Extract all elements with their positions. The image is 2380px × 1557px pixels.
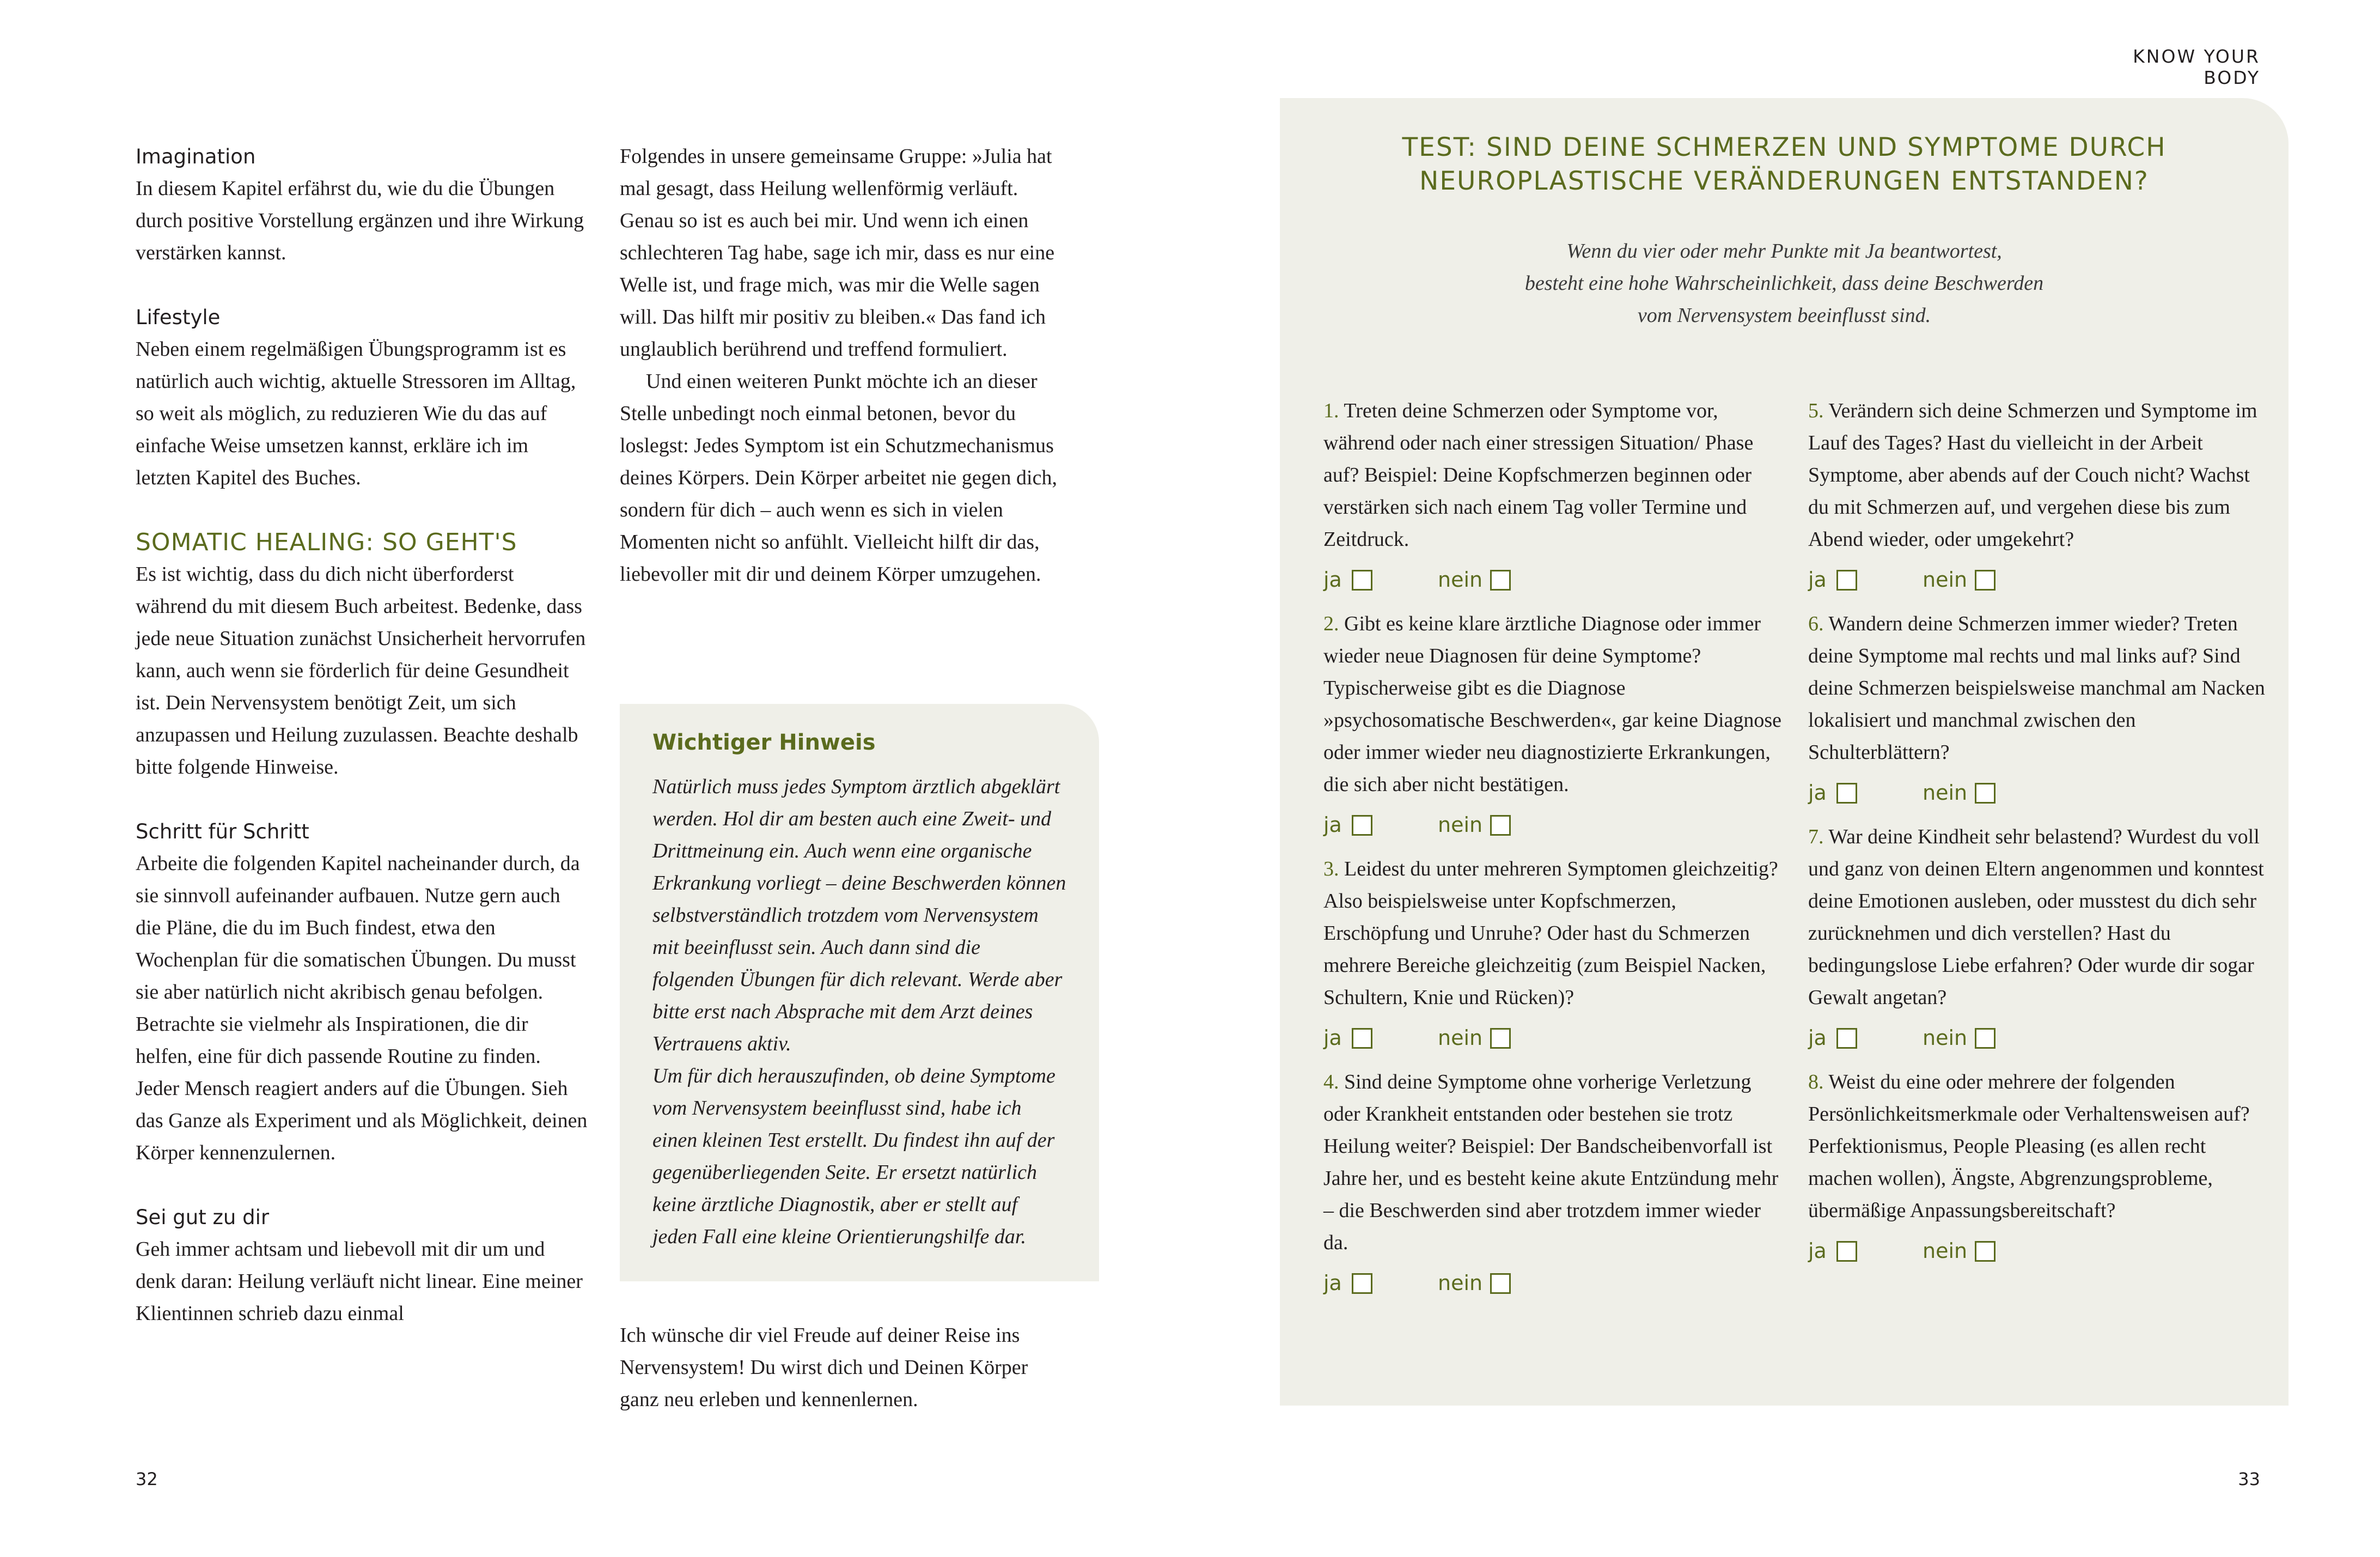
yes-label: ja	[1323, 568, 1342, 592]
question-column-1	[1323, 395, 1786, 1311]
no-checkbox[interactable]	[1975, 783, 1995, 804]
test-question	[1808, 395, 2271, 596]
paragraph: Neben einem regelmäßigen Übungsprogramm ist es natürlich auch wichtig, aktuelle Stressoren im Alltag, so weit als möglich, zu reduzieren Wie du das auf einfache Weise umsetzen kannst, erkläre ich im letzten Kapitel des Buches.	[136, 338, 576, 489]
paragraph: Es ist wichtig, dass du dich nicht überforderst während du mit diesem Buch arbeitest. Bedenke, dass jede neue Situation zunächst Unsicherheit hervorrufen kann, auch wenn sie förderlich für deine Gesundheit ist. Dein Nervensystem benötigt Zeit, um sich anzupassen und Heilung zuzulassen. Beachte deshalb bitte folgende Hinweise.	[136, 563, 586, 778]
question-text	[1808, 821, 2271, 1014]
page-number-left: 32	[136, 1469, 158, 1489]
spacer	[136, 494, 588, 526]
no-label: nein	[1438, 1026, 1483, 1050]
yes-checkbox[interactable]	[1352, 1028, 1372, 1049]
question-number: 8.	[1808, 1071, 1824, 1093]
no-label: nein	[1923, 568, 1968, 592]
left-column-1	[136, 141, 588, 1330]
subheading: Schritt für Schritt	[136, 820, 309, 843]
test-intro-line-2: besteht eine hohe Wahrscheinlichkeit, dass deine Beschwerden	[1524, 272, 2044, 295]
question-body: Sind deine Symptome ohne vorherige Verletzung oder Krankheit entstanden oder bestehen sie trotz Heilung weiter? Beispiel: Der Bandscheibenvorfall ist Jahre her, und es besteht keine akute Entzündung mehr – die Beschwerden sind aber trotzdem immer wieder da.	[1323, 1071, 1779, 1254]
yes-checkbox[interactable]	[1836, 1241, 1857, 1262]
question-number: 2.	[1323, 612, 1339, 635]
no-label: nein	[1438, 568, 1483, 592]
question-text	[1323, 608, 1786, 801]
test-title-line-2: NEUROPLASTISCHE VERÄNDERUNGEN ENTSTANDEN?	[1419, 166, 2149, 196]
note-title: Wichtiger Hinweis	[652, 730, 876, 755]
yes-checkbox[interactable]	[1352, 1273, 1372, 1294]
question-body: War deine Kindheit sehr belastend? Wurdest du voll und ganz von deinen Eltern angenommen und konntest deine Emotionen ausleben, oder musstest du dich sehr zurücknehmen und dich verstellen? Hast du bedingungslose Liebe erfahren? Oder wurde dir sogar Gewalt angetan?	[1808, 825, 2264, 1009]
test-title	[1280, 131, 2289, 198]
yes-label: ja	[1808, 1239, 1827, 1263]
paragraph: Und einen weiteren Punkt möchte ich an dieser Stelle unbedingt noch einmal betonen, bevor du loslegst: Jedes Symptom ist ein Schutzmechanismus deines Körpers. Dein Körper arbeitet nie gegen dich, sondern für dich – auch wenn es sich in vielen Momenten nicht so anfühlt. Vielleicht hilft dir das, liebevoller mit dir und deinem Körper umzugehen.	[620, 370, 1057, 586]
no-label: nein	[1438, 1271, 1483, 1295]
question-body: Weist du eine oder mehrere der folgenden Persönlichkeitsmerkmale oder Verhaltensweisen auf? Perfektionismus, People Pleasing (es allen recht machen wollen), Ängste, Abgrenzungsprobleme, übermäßige Anpassungsbereitschaft?	[1808, 1071, 2250, 1222]
answer-row	[1808, 1235, 2271, 1267]
note-paragraph-2: Um für dich herauszufinden, ob deine Symptome vom Nervensystem beeinflusst sind, habe ich einen kleinen Test erstellt. Du findest ihn auf der gegenüberliegenden Seite. Er ersetzt natürlich keine ärztliche Diagnostik, aber er stellt auf jeden Fall eine kleine Orientierungshilfe dar.	[652, 1065, 1055, 1248]
yes-checkbox[interactable]	[1352, 815, 1372, 836]
answer-row	[1808, 564, 2271, 596]
left-column-2	[620, 141, 1072, 591]
section-title: SOMATIC HEALING: SO GEHT'S	[136, 528, 517, 556]
question-body: Gibt es keine klare ärztliche Diagnose oder immer wieder neue Diagnosen für deine Symptome? Typischerweise gibt es die Diagnose »psychosomatische Beschwerden«, gar keine Diagnose oder immer wieder neu diagnostizierte Erkrankungen, die sich aber nicht bestätigen.	[1323, 612, 1782, 796]
important-note-box	[620, 704, 1099, 1281]
closing-paragraph	[620, 1319, 1072, 1416]
spacer	[136, 269, 588, 301]
no-checkbox[interactable]	[1490, 1273, 1511, 1294]
yes-label: ja	[1808, 781, 1827, 805]
no-checkbox[interactable]	[1975, 570, 1995, 591]
test-title-line-1: TEST: SIND DEINE SCHMERZEN UND SYMPTOME DURCH	[1402, 132, 2167, 162]
question-number: 7.	[1808, 825, 1824, 848]
no-checkbox[interactable]	[1490, 1028, 1511, 1049]
test-question	[1323, 853, 1786, 1054]
question-column-2	[1808, 395, 2271, 1279]
no-checkbox[interactable]	[1975, 1028, 1995, 1049]
test-question	[1808, 821, 2271, 1054]
question-number: 4.	[1323, 1071, 1339, 1093]
question-text	[1323, 395, 1786, 556]
test-intro-line-3: vom Nervensystem beeinflusst sind.	[1637, 304, 1931, 327]
yes-label: ja	[1808, 1026, 1827, 1050]
yes-checkbox[interactable]	[1352, 570, 1372, 591]
paragraph: Folgendes in unsere gemeinsame Gruppe: »Julia hat mal gesagt, dass Heilung wellenförmig verläuft. Genau so ist es auch bei mir. Und wenn ich einen schlechteren Tag habe, sage ich mir, dass es nur eine Welle ist, und frage mich, was mir die Welle sagen will. Das hilft mir positiv zu bleiben.« Das fand ich unglaublich berührend und treffend formuliert.	[620, 145, 1055, 361]
no-label: nein	[1438, 813, 1483, 837]
yes-checkbox[interactable]	[1836, 783, 1857, 804]
question-number: 6.	[1808, 612, 1824, 635]
yes-label: ja	[1808, 568, 1827, 592]
question-text	[1808, 608, 2271, 769]
subheading: Lifestyle	[136, 306, 221, 329]
question-body: Verändern sich deine Schmerzen und Symptome im Lauf des Tages? Hast du vielleicht in der Arbeit Symptome, aber abends auf der Couch nicht? Wachst du mit Schmerzen auf, und vergehen diese bis zum Abend wieder, oder umgekehrt?	[1808, 399, 2257, 551]
yes-label: ja	[1323, 1026, 1342, 1050]
no-label: nein	[1923, 1026, 1968, 1050]
question-text	[1323, 1066, 1786, 1259]
question-body: Wandern deine Schmerzen immer wieder? Treten deine Symptome mal rechts und mal links auf? Sind deine Schmerzen beispielsweise manchmal am Nacken lokalisiert und manchmal zwischen den Schulterblättern?	[1808, 612, 2265, 764]
answer-row	[1808, 777, 2271, 809]
spacer	[136, 783, 588, 816]
test-question	[1323, 608, 1786, 841]
answer-row	[1323, 1022, 1786, 1054]
test-panel	[1280, 98, 2289, 1406]
test-question	[1323, 395, 1786, 596]
no-label: nein	[1923, 781, 1968, 805]
subheading: Sei gut zu dir	[136, 1206, 270, 1229]
test-question	[1808, 1066, 2271, 1267]
subheading: Imagination	[136, 145, 256, 168]
test-question	[1808, 608, 2271, 809]
test-question	[1323, 1066, 1786, 1299]
spacer	[136, 1169, 588, 1201]
test-intro-line-1: Wenn du vier oder mehr Punkte mit Ja beantwortest,	[1566, 240, 2002, 263]
paragraph: Geh immer achtsam und liebevoll mit dir um und denk daran: Heilung verläuft nicht linear. Eine meiner Klientinnen schrieb dazu einmal	[136, 1238, 583, 1325]
yes-label: ja	[1323, 1271, 1342, 1295]
answer-row	[1323, 1267, 1786, 1299]
no-checkbox[interactable]	[1490, 815, 1511, 836]
note-paragraph-1: Natürlich muss jedes Symptom ärztlich abgeklärt werden. Hol dir am besten auch eine Zweit- und Drittmeinung ein. Auch wenn eine organische Erkrankung vorliegt – deine Beschwerden können selbstverständlich trotzdem vom Nervensystem mit beeinflusst sein. Auch dann sind die folgenden Übungen für dich relevant. Werde aber bitte erst nach Absprache mit dem Arzt deines Vertrauens aktiv.	[652, 775, 1066, 1055]
closing-text: Ich wünsche dir viel Freude auf deiner Reise ins Nervensystem! Du wirst dich und Deinen Körper ganz neu erleben und kennenlernen.	[620, 1324, 1028, 1411]
answer-row	[1323, 809, 1786, 841]
running-header: KNOW YOUR BODY	[2133, 46, 2260, 88]
answer-row	[1808, 1022, 2271, 1054]
page-number-right: 33	[2238, 1469, 2260, 1489]
yes-checkbox[interactable]	[1836, 1028, 1857, 1049]
question-number: 5.	[1808, 399, 1824, 422]
answer-row	[1323, 564, 1786, 596]
question-text	[1808, 1066, 2271, 1227]
yes-checkbox[interactable]	[1836, 570, 1857, 591]
question-text	[1323, 853, 1786, 1014]
question-number: 1.	[1323, 399, 1339, 422]
yes-label: ja	[1323, 813, 1342, 837]
question-body: Leidest du unter mehreren Symptomen gleichzeitig? Also beispielsweise unter Kopfschmerzen, Erschöpfung und Unruhe? Oder hast du Schmerzen mehrere Bereiche gleichzeitig (zum Beispiel Nacken, Schultern, Knie und Rücken)?	[1323, 857, 1778, 1009]
no-label: nein	[1923, 1239, 1968, 1263]
paragraph: In diesem Kapitel erfährst du, wie du die Übungen durch positive Vorstellung ergänzen und ihre Wirkung verstärken kannst.	[136, 177, 584, 264]
no-checkbox[interactable]	[1975, 1241, 1995, 1262]
question-text	[1808, 395, 2271, 556]
question-body: Treten deine Schmerzen oder Symptome vor, während oder nach einer stressigen Situation/ Phase auf? Beispiel: Deine Kopfschmerzen beginnen oder verstärken sich nach einem Tag voller Termine und Zeitdruck.	[1323, 399, 1754, 551]
no-checkbox[interactable]	[1490, 570, 1511, 591]
test-intro	[1280, 235, 2289, 332]
paragraph: Arbeite die folgenden Kapitel nacheinander durch, da sie sinnvoll aufeinander aufbauen. Nutze gern auch die Pläne, die du im Buch findest, etwa den Wochenplan für die somatischen Übungen. Du musst sie aber natürlich nicht akribisch genau befolgen. Betrachte sie vielmehr als Inspirationen, die dir helfen, eine für dich passende Routine zu finden. Jeder Mensch reagiert anders auf die Übungen. Sieh das Ganze als Experiment und als Möglichkeit, deinen Körper kennenzulernen.	[136, 852, 588, 1164]
question-number: 3.	[1323, 857, 1339, 880]
